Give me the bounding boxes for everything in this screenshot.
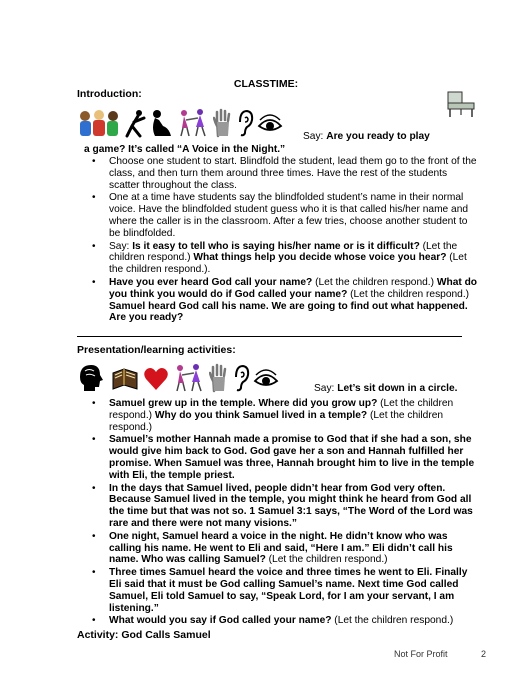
bullet-item [92,156,478,191]
say-prefix: Say: [314,383,335,394]
bullet-item [92,615,478,627]
dancing-children-icon [176,108,210,138]
bold-text: What things help you decide whose voice you hear? [193,252,447,264]
bullet-item [92,567,478,614]
bold-text: One night, Samuel heard a voice in the night. He didn’t know who was calling his name. He went to Eli and said, “Here I am.” Eli didn’t call his name. Who was calling Samuel? [109,530,453,566]
presentation-bullet-list [92,398,478,628]
plain-text: (Let the children respond.) [109,398,454,421]
plain-text: (Let the children respond.) [331,615,454,627]
footer-note: Not For Profit [394,649,448,659]
bullet-item [92,192,478,239]
chair-icon [445,88,477,123]
bullet-item [92,483,478,530]
bold-text: Is it easy to tell who is saying his/her name or is it difficult? [132,240,420,252]
heart-icon [143,363,169,393]
plain-text: (Let the children respond.) [312,276,437,288]
stretching-person-icon [124,108,146,138]
head-profile-icon [77,363,107,393]
bullet-item [92,434,478,481]
presentation-icon-row [77,363,279,393]
bold-text: Have you ever heard God call your name? [109,276,313,288]
say-instruction: Let’s sit down in a circle. [337,383,458,394]
say-prefix: Say: [303,131,324,142]
presentation-heading: Presentation/learning activities: [77,344,236,356]
say-question: Are you ready to play [326,131,430,142]
bold-text: Why do you think Samuel lived in a temple? [154,409,368,421]
bold-text: What do you think you would do if God called your name? [109,276,478,300]
eye-icon [257,108,283,138]
plain-text: One at a time have students say the blindfolded student’s name in their normal voice. Have the blindfolded student guess who it is that called his/her name and where the caller is in the classroom. After a few tries, choose another student to be blindfolded. [109,192,469,239]
ear-icon [236,108,254,138]
intro-bullet-list [92,156,478,325]
introduction-heading: Introduction: [77,88,142,100]
intro-icon-row [77,108,283,138]
intro-say-continuation: a game? It’s called “A Voice in the Night.” [84,144,286,155]
page-title: CLASSTIME: [233,78,299,90]
plain-text: Choose one student to start. Blindfold the student, lead them go to the front of the class, and then turn them around three times. Have the rest of the students scatter throughout the class. [109,156,477,191]
section-divider [77,336,462,337]
ear-icon [232,363,250,393]
eye-icon [253,363,279,393]
plain-text: (Let the children respond.) [347,288,470,300]
plain-text: (Let the children respond.). [109,252,467,276]
bold-text: Samuel heard God call his name. We are going to find out what happened. Are you ready? [109,300,468,324]
bullet-item [92,398,478,433]
page-number: 2 [481,649,487,659]
bullet-item [92,241,478,276]
bold-text: Samuel grew up in the temple. Where did you grow up? [109,398,378,409]
praying-person-icon [149,108,173,138]
bold-text: Three times Samuel heard the voice and three times he went to Eli. Finally Eli said that it must be God calling Samuel’s name. Next time God called Samuel, Eli told Samuel to say, “Speak Lord, for I am your servant, I am listening.” [109,567,468,614]
plain-text: (Let the children respond.) [109,409,444,433]
plain-text: (Let the children respond.) [109,240,458,264]
bold-text: What would you say if God called your name? [109,615,332,627]
children-group-icon [77,108,121,138]
bullet-item [92,277,478,324]
presentation-say-line [314,383,457,395]
plain-text: (Let the children respond.) [265,554,388,566]
hand-icon [209,363,229,393]
hand-icon [213,108,233,138]
dancing-children-icon [172,363,206,393]
bible-book-icon [110,363,140,393]
bold-text: Samuel’s mother Hannah made a promise to God that if she had a son, she would give him back to God. God gave her a son and Hannah fulfilled her promise. When Samuel was three, Hannah brought him to live in the temple with Eli, the temple priest. [109,434,475,481]
bold-text: In the days that Samuel lived, people didn’t hear from God very often. Because Samuel lived in the temple, you might think he heard from God all the time but that was not so. 1 Samuel 3:1 says, “The Word of the Lord was rare and there were not many visions.” [109,482,473,529]
activity-heading: Activity: God Calls Samuel [77,629,211,641]
intro-say-line [303,131,430,143]
bullet-item [92,531,478,566]
plain-text: Say: [109,240,133,252]
